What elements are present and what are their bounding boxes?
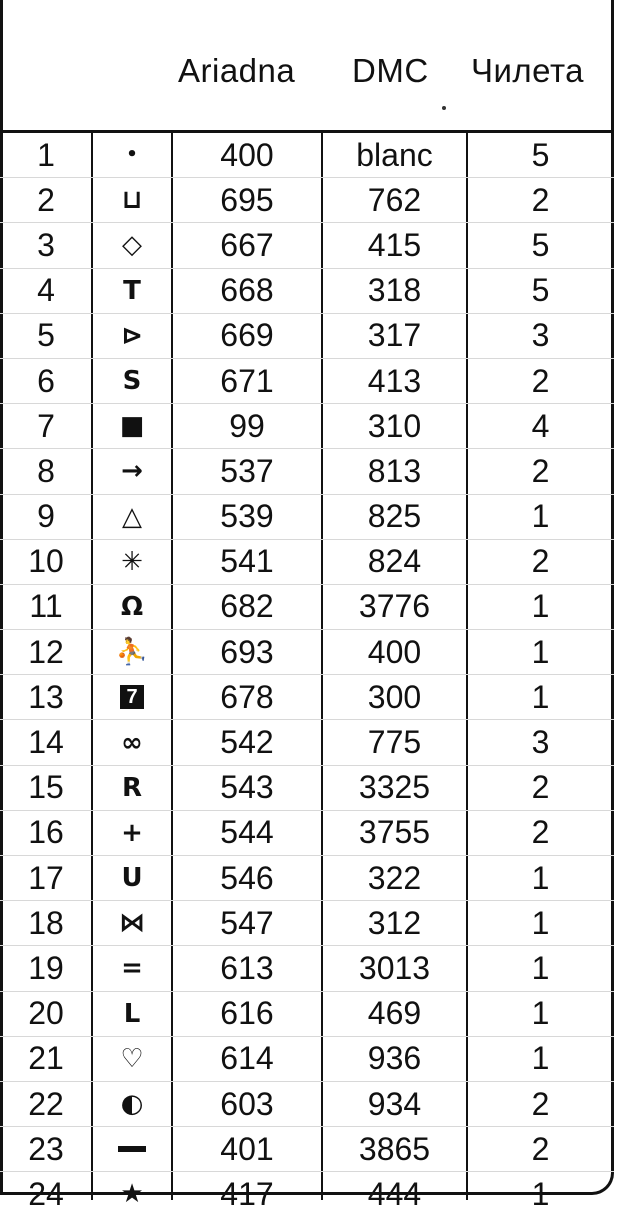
skein-count: 1 — [531, 678, 550, 715]
ariadna-code: 401 — [220, 1130, 274, 1167]
ariadna-code: 695 — [220, 181, 274, 218]
dash-icon — [118, 1146, 146, 1152]
dmc-code: 400 — [367, 633, 422, 670]
skein-count: 2 — [531, 452, 550, 489]
table-row — [0, 495, 614, 540]
skein-count: 3 — [531, 317, 550, 354]
arrow-right-icon: → — [121, 456, 143, 487]
ariadna-code: 544 — [220, 814, 274, 851]
filled-square-icon: ■ — [119, 411, 145, 442]
dmc-code: 3325 — [358, 769, 431, 806]
skein-count: 2 — [531, 543, 550, 580]
stray-dot-mark — [442, 106, 446, 110]
symbol-cell — [92, 314, 172, 358]
dmc-code: 825 — [367, 498, 422, 535]
skein-count: 1 — [531, 633, 550, 670]
table-row — [0, 314, 614, 359]
table-row — [0, 946, 614, 991]
triangle-icon: △ — [122, 501, 142, 532]
symbol-cell — [92, 811, 172, 855]
dmc-code: 300 — [367, 678, 422, 715]
row-number: 24 — [28, 1175, 64, 1212]
symbol-cell — [92, 495, 172, 539]
asterisk-icon: ✳ — [121, 546, 143, 577]
ariadna-code: 668 — [220, 272, 274, 309]
skein-count: 1 — [531, 1040, 550, 1077]
skein-count: 2 — [531, 814, 550, 851]
r-icon: R — [121, 772, 143, 803]
dmc-code: 322 — [367, 859, 422, 896]
table-row — [0, 992, 614, 1037]
triangle-right-icon: ⊳ — [121, 320, 143, 351]
plus-icon: + — [121, 817, 143, 848]
row-number: 15 — [28, 769, 64, 806]
dmc-code: 762 — [367, 181, 422, 218]
symbol-cell — [92, 901, 172, 945]
skein-count: 1 — [531, 904, 550, 941]
skein-count: 5 — [531, 272, 550, 309]
table-row — [0, 359, 614, 404]
skein-count: 1 — [531, 1175, 550, 1212]
heart-icon: ♡ — [120, 1043, 144, 1074]
box-seven-icon: 7 — [120, 685, 144, 709]
row-number: 1 — [37, 136, 55, 173]
row-number: 23 — [28, 1130, 64, 1167]
color-key-table — [0, 133, 614, 1217]
table-row — [0, 404, 614, 449]
row-number: 13 — [28, 678, 64, 715]
u-icon: U — [121, 863, 143, 894]
omega-icon: Ω — [120, 591, 144, 622]
row-number: 17 — [28, 859, 64, 896]
row-number: 20 — [28, 995, 64, 1032]
symbol-cell — [92, 269, 172, 313]
row-number: 2 — [37, 181, 55, 218]
table-row — [0, 540, 614, 585]
ariadna-code: 537 — [220, 452, 274, 489]
l-icon: L — [123, 998, 141, 1029]
ariadna-code: 542 — [220, 724, 274, 761]
symbol-cell — [92, 404, 172, 448]
dot-icon: • — [126, 144, 138, 166]
row-number: 18 — [28, 904, 64, 941]
skein-count: 2 — [531, 181, 550, 218]
dmc-code: 936 — [367, 1040, 422, 1077]
ariadna-code: 678 — [220, 678, 274, 715]
table-header — [0, 0, 614, 133]
row-number: 22 — [28, 1085, 64, 1122]
row-number: 21 — [28, 1040, 64, 1077]
table-row — [0, 901, 614, 946]
ariadna-code: 417 — [220, 1175, 274, 1212]
dmc-code: 3865 — [358, 1130, 431, 1167]
skein-count: 2 — [531, 362, 550, 399]
header-dmc: DMC — [352, 52, 429, 89]
symbol-cell — [92, 1082, 172, 1126]
table-row — [0, 675, 614, 720]
row-number: 16 — [28, 814, 64, 851]
table-row — [0, 133, 614, 178]
skein-count: 1 — [531, 859, 550, 896]
ariadna-code: 99 — [229, 407, 265, 444]
skein-count: 2 — [531, 1085, 550, 1122]
row-number: 4 — [37, 272, 55, 309]
row-number: 10 — [28, 543, 64, 580]
bowtie-icon: ⋈ — [119, 908, 145, 939]
skein-count: 2 — [531, 769, 550, 806]
person-icon: ⛹ — [115, 637, 149, 668]
symbol-cell — [92, 359, 172, 403]
table-row — [0, 811, 614, 856]
symbol-cell — [92, 1127, 172, 1171]
table-row — [0, 856, 614, 901]
symbol-cell — [92, 946, 172, 990]
dmc-code: 3013 — [358, 949, 431, 986]
table-row — [0, 1127, 614, 1172]
symbol-cell — [92, 675, 172, 719]
ariadna-code: 546 — [220, 859, 274, 896]
row-number: 6 — [37, 362, 55, 399]
ariadna-code: 541 — [220, 543, 274, 580]
dmc-code: 3776 — [358, 588, 431, 625]
diamond-icon: ◇ — [122, 230, 142, 261]
table-row — [0, 720, 614, 765]
ariadna-code: 400 — [220, 136, 274, 173]
symbol-cell — [92, 630, 172, 674]
symbol-cell — [92, 449, 172, 493]
skein-count: 5 — [531, 136, 550, 173]
symbol-cell — [92, 992, 172, 1036]
row-number: 5 — [37, 317, 55, 354]
symbol-cell — [92, 133, 172, 177]
ariadna-code: 667 — [220, 226, 274, 263]
dmc-code: 317 — [367, 317, 422, 354]
dmc-code: 934 — [367, 1085, 422, 1122]
skein-count: 1 — [531, 949, 550, 986]
dmc-code: 312 — [367, 904, 422, 941]
ariadna-code: 682 — [220, 588, 274, 625]
dmc-code: 444 — [367, 1175, 422, 1212]
skein-count: 2 — [531, 1130, 550, 1167]
equals-icon: = — [121, 953, 143, 984]
ariadna-code: 603 — [220, 1085, 274, 1122]
ariadna-code: 671 — [220, 362, 274, 399]
half-circle-icon: ◐ — [120, 1089, 144, 1120]
row-number: 9 — [37, 498, 55, 535]
row-number: 14 — [28, 724, 64, 761]
symbol-cell — [92, 766, 172, 810]
skein-count: 4 — [531, 407, 550, 444]
table-row — [0, 1172, 614, 1216]
dmc-code: blanc — [356, 136, 433, 173]
table-row — [0, 766, 614, 811]
ariadna-code: 614 — [220, 1040, 274, 1077]
infinity-icon: ∞ — [121, 727, 143, 758]
symbol-cell — [92, 1172, 172, 1216]
dmc-code: 813 — [367, 452, 422, 489]
dmc-code: 824 — [367, 543, 422, 580]
ariadna-code: 547 — [220, 904, 274, 941]
dmc-code: 310 — [367, 407, 422, 444]
row-number: 12 — [28, 633, 64, 670]
skein-count: 1 — [531, 995, 550, 1032]
row-number: 11 — [29, 588, 63, 625]
dmc-code: 413 — [367, 362, 422, 399]
row-number: 19 — [28, 949, 64, 986]
symbol-cell — [92, 720, 172, 764]
ariadna-code: 669 — [220, 317, 274, 354]
dmc-code: 469 — [367, 995, 422, 1032]
skein-count: 5 — [531, 226, 550, 263]
dmc-code: 415 — [367, 226, 422, 263]
ariadna-code: 543 — [220, 769, 274, 806]
table-row — [0, 630, 614, 675]
symbol-cell — [92, 540, 172, 584]
table-row — [0, 585, 614, 630]
ariadna-code: 539 — [220, 498, 274, 535]
skein-count: 1 — [531, 498, 550, 535]
table-row — [0, 449, 614, 494]
symbol-cell — [92, 178, 172, 222]
header-chileta: Чилета — [471, 52, 585, 89]
table-row — [0, 223, 614, 268]
table-row — [0, 1037, 614, 1082]
open-box-icon: ⊔ — [121, 185, 143, 216]
row-number: 7 — [37, 407, 55, 444]
symbol-cell — [92, 856, 172, 900]
symbol-cell — [92, 585, 172, 629]
ariadna-code: 613 — [220, 949, 274, 986]
ariadna-code: 616 — [220, 995, 274, 1032]
table-row — [0, 178, 614, 223]
dmc-code: 318 — [367, 272, 422, 309]
row-number: 8 — [37, 452, 55, 489]
table-row — [0, 269, 614, 314]
ariadna-code: 693 — [220, 633, 274, 670]
symbol-cell — [92, 1037, 172, 1081]
header-ariadna: Ariadna — [178, 52, 296, 89]
star-icon: ★ — [120, 1179, 144, 1210]
s-icon: S — [122, 366, 142, 397]
dmc-code: 3755 — [358, 814, 431, 851]
skein-count: 3 — [531, 724, 550, 761]
symbol-cell — [92, 223, 172, 267]
skein-count: 1 — [531, 588, 550, 625]
table-row — [0, 1082, 614, 1127]
row-number: 3 — [37, 226, 55, 263]
dmc-code: 775 — [367, 724, 422, 761]
t-icon: T — [123, 275, 141, 306]
